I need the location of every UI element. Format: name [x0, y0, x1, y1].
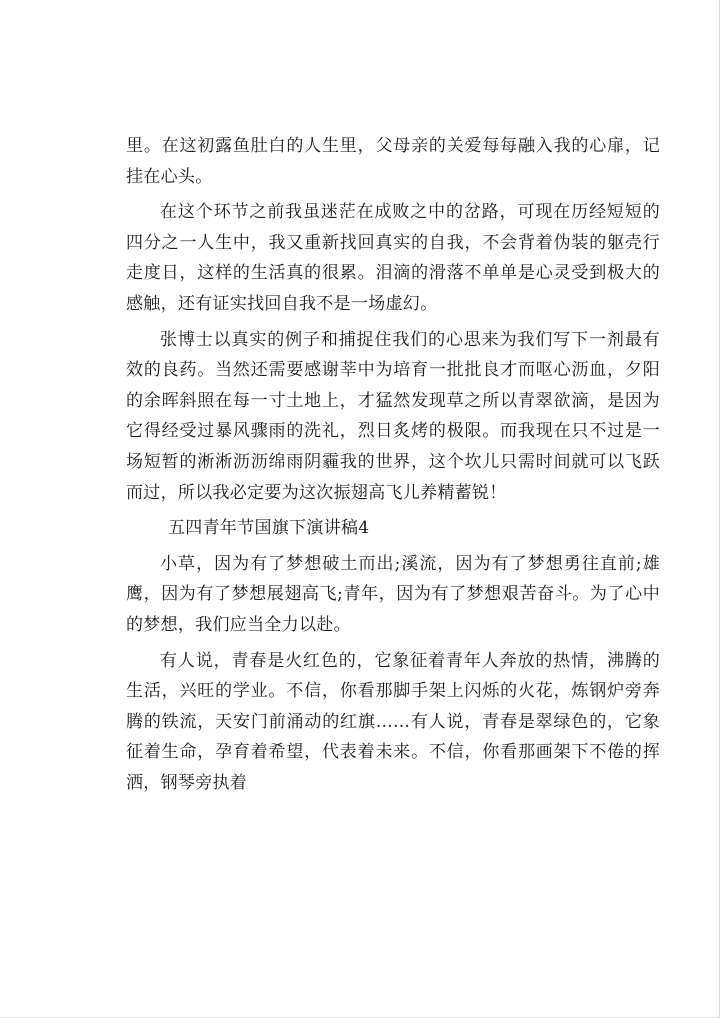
speech-title: 五四青年节国旗下演讲稿4 — [168, 518, 370, 539]
paragraph-continuation: 里。在这初露鱼肚白的人生里，父母亲的关爱每每融入我的心扉，记挂在心头。 — [126, 136, 660, 187]
paragraph-self-discovery: 在这个环节之前我虽迷茫在成败之中的岔路，可现在历经短短的四分之一人生中，我又重新找回真实的自我，不会背着伪装的躯壳行走度日，这样的生活真的很累。泪滴的滑落不单单是心灵受到极大的感触，还有证实找回自我不是一场虚幻。 — [126, 202, 660, 314]
paragraph-youth-colors: 有人说，青春是火红色的，它象征着青年人奔放的热情，沸腾的生活，兴旺的学业。不信，你看那脚手架上闪烁的火花，炼钢炉旁奔腾的铁流，天安门前涌动的红旗……有人说，青春是翠绿色的，它象征着生命，孕育着希望，代表着未来。不信，你看那画架下不倦的挥洒，钢琴旁执着 — [126, 650, 660, 793]
paragraph-dreams: 小草，因为有了梦想破土而出;溪流，因为有了梦想勇往直前;雄鹰，因为有了梦想展翅高飞;青年，因为有了梦想艰苦奋斗。为了心中的梦想，我们应当全力以赴。 — [126, 553, 660, 635]
paragraph-dr-zhang: 张博士以真实的例子和捕捉住我们的心思来为我们写下一剂最有效的良药。当然还需要感谢莘中为培育一批批良才而呕心沥血，夕阳的余晖斜照在每一寸土地上，才猛然发现草之所以青翠欲滴，是因为它得经受过暴风骤雨的洗礼，烈日炙烤的极限。而我现在只不过是一场短暂的淅淅沥沥绵雨阴霾我的世界，这个坎儿只需时间就可以飞跃而过，所以我必定要为这次振翅高飞儿养精蓄锐！ — [126, 329, 660, 503]
document-body — [126, 131, 660, 798]
